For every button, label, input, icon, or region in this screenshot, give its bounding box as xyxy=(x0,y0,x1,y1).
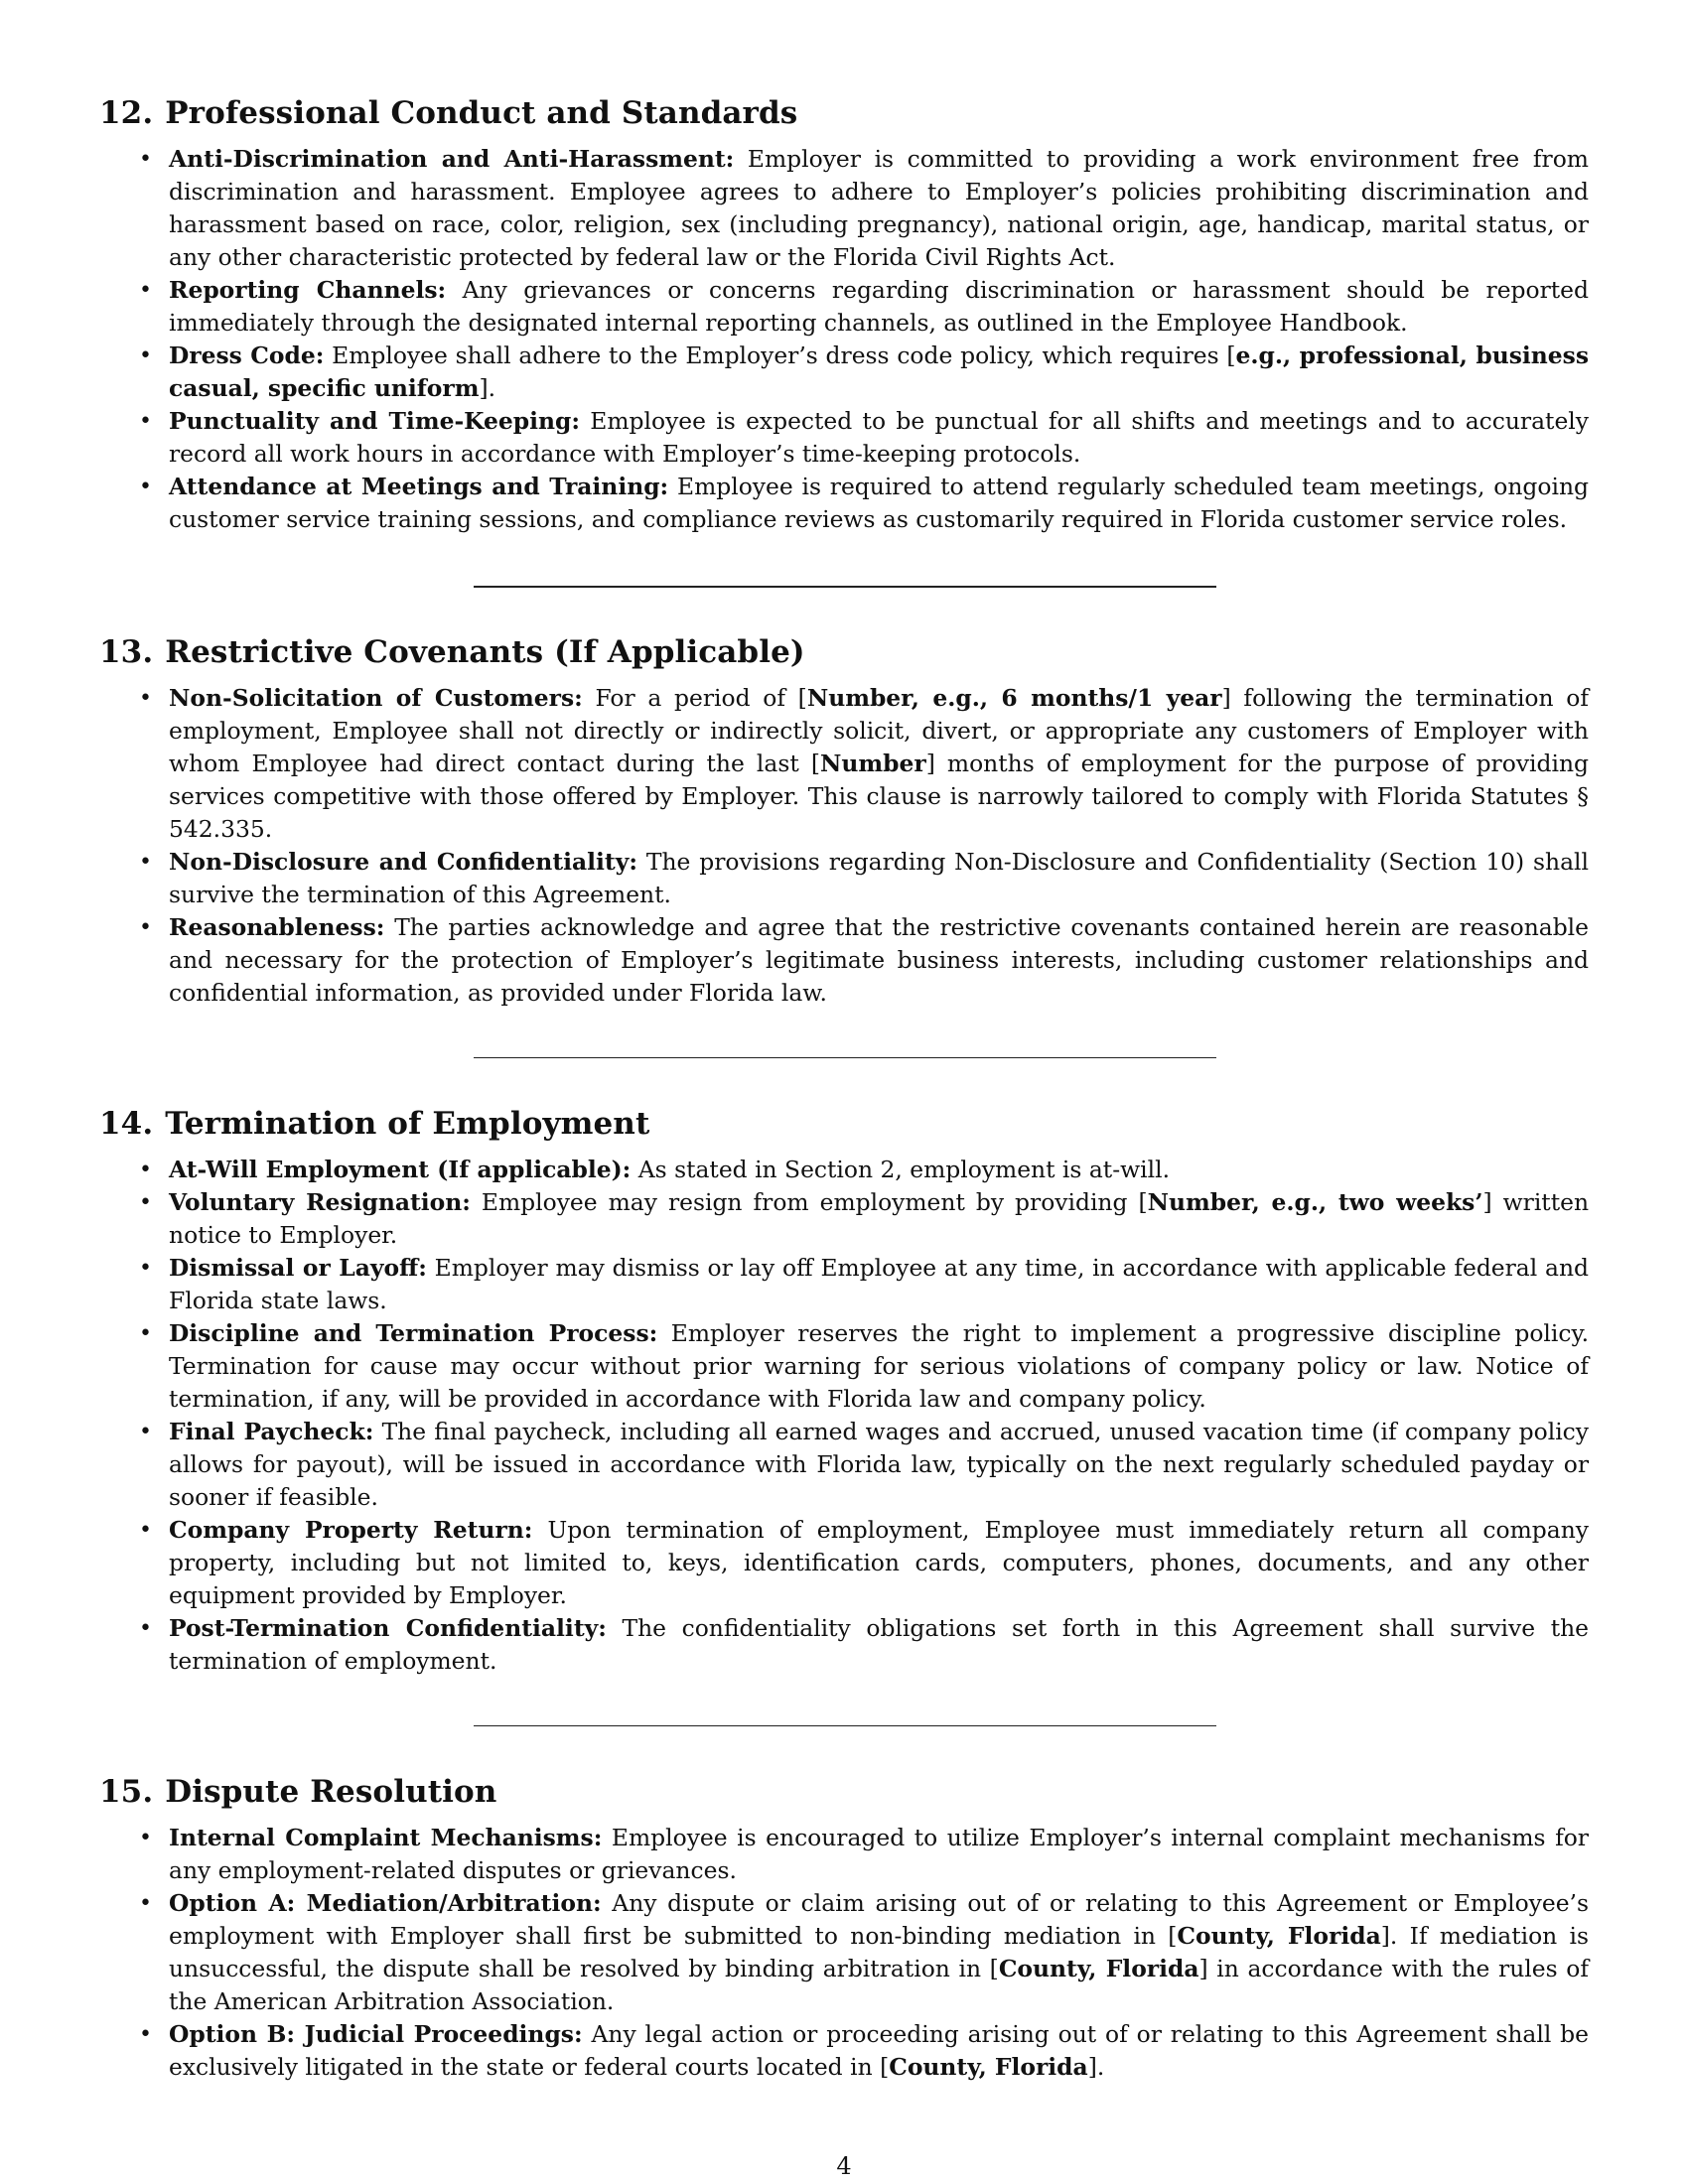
item-text: Any legal action or proceeding arising out of or relating to this Agreement shall be exclusively litigated in the state or federal courts located in [ xyxy=(169,2020,1589,2081)
list-item xyxy=(99,340,1589,405)
bullet-icon: • xyxy=(139,1518,152,1543)
list-item xyxy=(99,1252,1589,1317)
list-item xyxy=(99,1186,1589,1252)
item-text: Employee is encouraged to utilize Employer’s internal complaint mechanisms for any employment-related disputes or grievances. xyxy=(169,1824,1589,1884)
bullet-list xyxy=(99,1154,1589,1678)
bullet-icon: • xyxy=(139,1891,152,1916)
section-title: Restrictive Covenants (If Applicable) xyxy=(165,634,805,670)
item-label: Dress Code: xyxy=(169,341,325,369)
list-item xyxy=(99,1317,1589,1416)
section-restrictive-covenants xyxy=(99,632,1589,1010)
section-divider xyxy=(474,1057,1216,1058)
list-item xyxy=(99,911,1589,1010)
item-label: Reasonableness: xyxy=(169,913,385,941)
item-text: ] following the termination of employment, Employee shall not directly or indirectly solicit, divert, or appropriate any customers of Employer with whom Employee had direct contact during the last [ xyxy=(169,684,1590,777)
item-text: Any grievances or concerns regarding discrimination or harassment should be reported immediately through the designated internal reporting channels, as outlined in the Employee Handbook. xyxy=(169,276,1589,337)
item-label: Reporting Channels: xyxy=(169,276,447,304)
item-text: Employer reserves the right to implement a progressive discipline policy. Termination for cause may occur without prior warning for serious violations of company policy or law. Notice of termination, if any, will be provided in accordance with Florida law and company policy. xyxy=(169,1319,1590,1413)
bullet-icon: • xyxy=(139,1256,152,1281)
list-item xyxy=(99,1887,1589,2018)
item-text: ] in accordance with the rules of the American Arbitration Association. xyxy=(169,1955,1589,2015)
section-title: Professional Conduct and Standards xyxy=(165,95,798,131)
item-label: Post-Termination Confidentiality: xyxy=(169,1614,607,1642)
placeholder-text: Number, e.g., two weeks’ xyxy=(1147,1188,1483,1216)
item-text: Employer is committed to providing a work environment free from discrimination and harassment. Employee agrees to adhere to Employer’s policies prohibiting discrimination and harassment based on race, color, religion, sex (including pregnancy), national origin, age, handicap, marital status, or any other characteristic protected by federal law or the Florida Civil Rights Act. xyxy=(169,145,1589,271)
item-text: Any dispute or claim arising out of or relating to this Agreement or Employee’s employment with Employer shall first be submitted to non-binding mediation in [ xyxy=(169,1889,1589,1950)
section-title: Termination of Employment xyxy=(165,1106,650,1142)
item-label: Attendance at Meetings and Training: xyxy=(169,473,669,500)
item-text: Employee shall adhere to the Employer’s dress code policy, which requires [ xyxy=(324,341,1236,369)
bullet-list xyxy=(99,1822,1589,2084)
item-text: ]. xyxy=(1087,2053,1105,2081)
item-text: Upon termination of employment, Employee must immediately return all company property, including but not limited to, keys, identification cards, computers, phones, documents, and any other equipment provided by Employer. xyxy=(169,1516,1589,1609)
item-label: Punctuality and Time-Keeping: xyxy=(169,407,580,435)
list-item xyxy=(99,846,1589,911)
item-label: Non-Solicitation of Customers: xyxy=(169,684,583,712)
item-text: For a period of [ xyxy=(582,684,807,712)
list-item xyxy=(99,1612,1589,1678)
section-professional-conduct xyxy=(99,93,1589,536)
item-label: Option A: Mediation/Arbitration: xyxy=(169,1889,602,1917)
bullet-icon: • xyxy=(139,686,152,711)
section-heading: 12. Professional Conduct and Standards xyxy=(99,95,798,131)
item-text: The provisions regarding Non-Disclosure and Confidentiality (Section 10) shall survive the termination of this Agreement. xyxy=(169,848,1589,908)
placeholder-text: Number, e.g., 6 months/1 year xyxy=(806,684,1222,712)
item-label: Discipline and Termination Process: xyxy=(169,1319,658,1347)
item-label: Internal Complaint Mechanisms: xyxy=(169,1824,603,1851)
bullet-icon: • xyxy=(139,409,152,434)
item-text: As stated in Section 2, employment is at-will. xyxy=(631,1156,1171,1183)
item-text: ]. If mediation is unsuccessful, the dispute shall be resolved by binding arbitration in [ xyxy=(169,1922,1589,1982)
list-item xyxy=(99,1154,1589,1186)
list-item xyxy=(99,1822,1589,1887)
bullet-icon: • xyxy=(139,343,152,368)
bullet-list xyxy=(99,682,1589,1010)
list-item xyxy=(99,1416,1589,1514)
placeholder-text: County, Florida xyxy=(998,1955,1199,1982)
item-label: Voluntary Resignation: xyxy=(169,1188,471,1216)
list-item xyxy=(99,274,1589,340)
bullet-icon: • xyxy=(139,1321,152,1346)
list-item xyxy=(99,471,1589,536)
section-termination xyxy=(99,1104,1589,1678)
item-text: Employee is required to attend regularly scheduled team meetings, ongoing customer service training sessions, and compliance reviews as customarily required in Florida customer service roles. xyxy=(169,473,1589,533)
item-text: ] written notice to Employer. xyxy=(169,1188,1590,1249)
item-text: The confidentiality obligations set forth in this Agreement shall survive the termination of employment. xyxy=(169,1614,1589,1675)
section-title: Dispute Resolution xyxy=(165,1774,497,1810)
section-heading: 14. Termination of Employment xyxy=(99,1106,650,1142)
item-text: The final paycheck, including all earned wages and accrued, unused vacation time (if company policy allows for payout), will be issued in accordance with Florida law, typically on the next regularly scheduled payday or sooner if feasible. xyxy=(169,1418,1589,1511)
placeholder-text: Number xyxy=(819,750,926,777)
section-heading: 15. Dispute Resolution xyxy=(99,1774,497,1810)
item-label: Company Property Return: xyxy=(169,1516,533,1544)
placeholder-text: e.g., professional, business casual, specific uniform xyxy=(169,341,1590,402)
bullet-icon: • xyxy=(139,850,152,875)
bullet-icon: • xyxy=(139,1420,152,1444)
bullet-icon: • xyxy=(139,1190,152,1215)
bullet-icon: • xyxy=(139,1826,152,1850)
list-item xyxy=(99,2018,1589,2084)
bullet-icon: • xyxy=(139,278,152,303)
item-label: Final Paycheck: xyxy=(169,1418,374,1445)
item-label: Anti-Discrimination and Anti-Harassment: xyxy=(169,145,735,173)
item-label: Non-Disclosure and Confidentiality: xyxy=(169,848,637,876)
list-item xyxy=(99,143,1589,274)
item-label: Dismissal or Layoff: xyxy=(169,1254,427,1282)
list-item xyxy=(99,682,1589,846)
bullet-icon: • xyxy=(139,915,152,940)
section-divider xyxy=(474,586,1216,588)
item-label: Option B: Judicial Proceedings: xyxy=(169,2020,583,2048)
section-dispute-resolution xyxy=(99,1772,1589,2084)
page-number: 4 xyxy=(836,2152,852,2180)
placeholder-text: County, Florida xyxy=(1177,1922,1381,1950)
placeholder-text: County, Florida xyxy=(889,2053,1088,2081)
section-divider xyxy=(474,1725,1216,1726)
list-item xyxy=(99,405,1589,471)
item-text: Employee is expected to be punctual for all shifts and meetings and to accurately record all work hours in accordance with Employer’s time-keeping protocols. xyxy=(169,407,1589,468)
item-text: The parties acknowledge and agree that the restrictive covenants contained herein are reasonable and necessary for the protection of Employer’s legitimate business interests, including customer relationships and confidential information, as provided under Florida law. xyxy=(169,913,1589,1007)
list-item xyxy=(99,1514,1589,1612)
bullet-icon: • xyxy=(139,2022,152,2047)
item-text: Employee may resign from employment by providing [ xyxy=(470,1188,1148,1216)
item-text: ] months of employment for the purpose of providing services competitive with those offered by Employer. This clause is narrowly tailored to comply with Florida Statutes § 542.335. xyxy=(169,750,1589,843)
bullet-icon: • xyxy=(139,1616,152,1641)
bullet-list xyxy=(99,143,1589,536)
item-text: ]. xyxy=(479,374,496,402)
bullet-icon: • xyxy=(139,475,152,499)
section-heading: 13. Restrictive Covenants (If Applicable) xyxy=(99,634,805,670)
item-label: At-Will Employment (If applicable): xyxy=(169,1156,632,1183)
item-text: Employer may dismiss or lay off Employee at any time, in accordance with applicable federal and Florida state laws. xyxy=(169,1254,1589,1314)
bullet-icon: • xyxy=(139,1158,152,1182)
bullet-icon: • xyxy=(139,147,152,172)
